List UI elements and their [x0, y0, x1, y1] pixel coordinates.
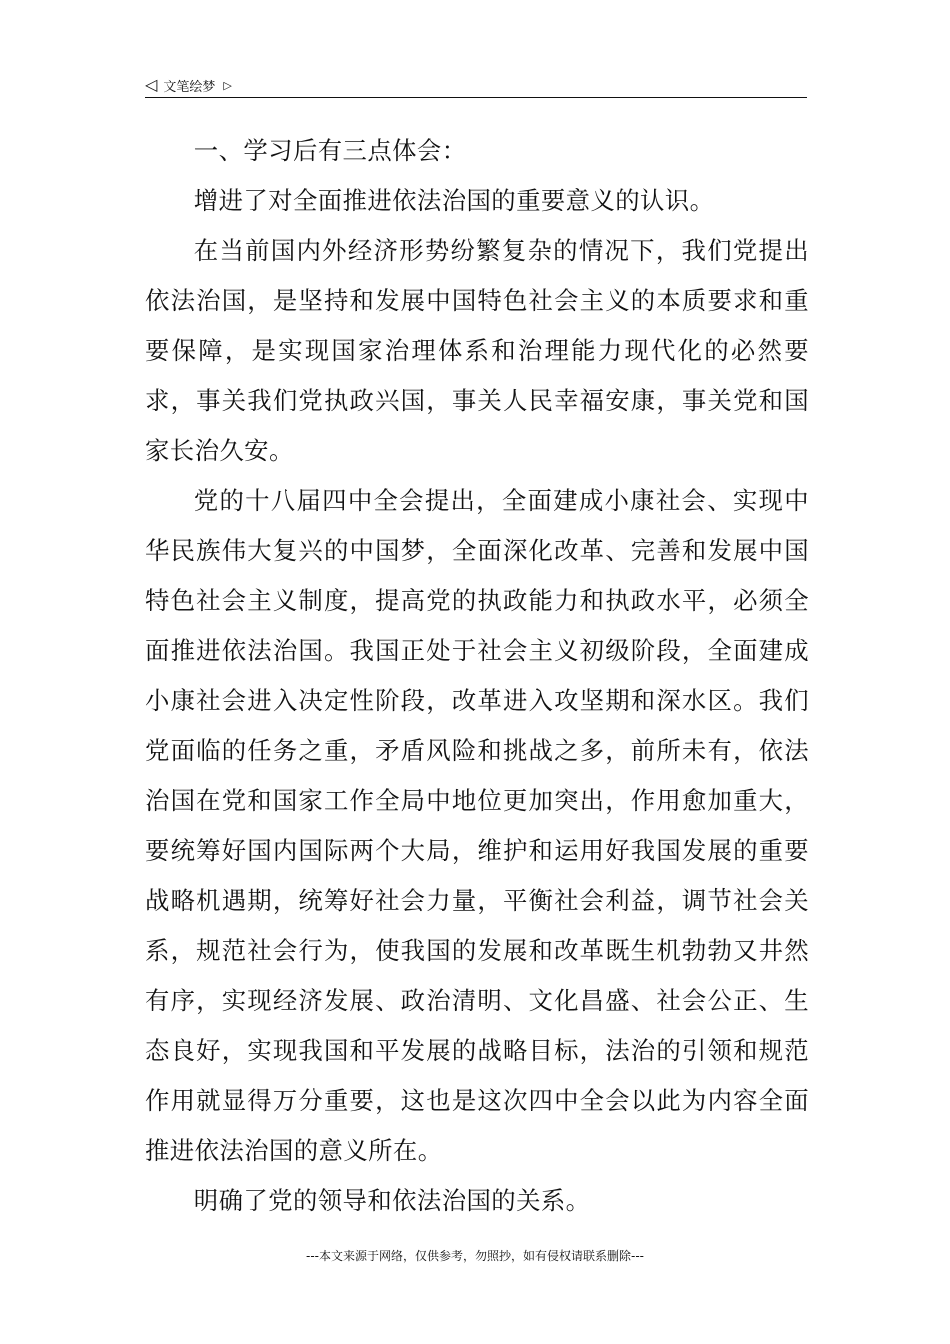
paragraph: 明确了党的领导和依法治国的关系。: [193, 1186, 591, 1215]
paragraph-heading: 一、学习后有三点体会：: [193, 136, 467, 165]
document-body: [145, 126, 809, 1226]
paragraph: 党的十八届四中全会提出，全面建成小康社会、实现中华民族伟大复兴的中国梦，全面深化改革、完善和发展中国特色社会主义制度，提高党的执政能力和执政水平，必须全面推进依法治国。我国正处于社会主义初级阶段，全面建成小康社会进入决定性阶段，改革进入攻坚期和深水区。我们党面临的任务之重，矛盾风险和挑战之多，前所未有，依法治国在党和国家工作全局中地位更加突出，作用愈加重大，要统筹好国内国际两个大局，维护和运用好我国发展的重要战略机遇期，统筹好社会力量，平衡社会利益，调节社会关系，规范社会行为，使我国的发展和改革既生机勃勃又井然有序，实现经济发展、政治清明、文化昌盛、社会公正、生态良好，实现我国和平发展的战略目标，法治的引领和规范作用就显得万分重要，这也是这次四中全会以此为内容全面推进依法治国的意义所在。: [145, 486, 809, 1165]
paragraph: 增进了对全面推进依法治国的重要意义的认识。: [193, 186, 715, 215]
header-divider: [145, 97, 807, 98]
right-triangle-icon: ▷: [223, 78, 232, 92]
paragraph: 在当前国内外经济形势纷繁复杂的情况下，我们党提出依法治国，是坚持和发展中国特色社会主义的本质要求和重要保障，是实现国家治理体系和治理能力现代化的必然要求，事关我们党执政兴国，事关人民幸福安康，事关党和国家长治久安。: [145, 236, 809, 465]
page-header: [145, 72, 807, 98]
footer-notice: ---本文来源于网络，仅供参考，勿照抄，如有侵权请联系删除---: [306, 1249, 644, 1263]
left-triangle-icon: ◁: [145, 75, 158, 94]
header-title: 文笔绘梦: [163, 79, 216, 95]
